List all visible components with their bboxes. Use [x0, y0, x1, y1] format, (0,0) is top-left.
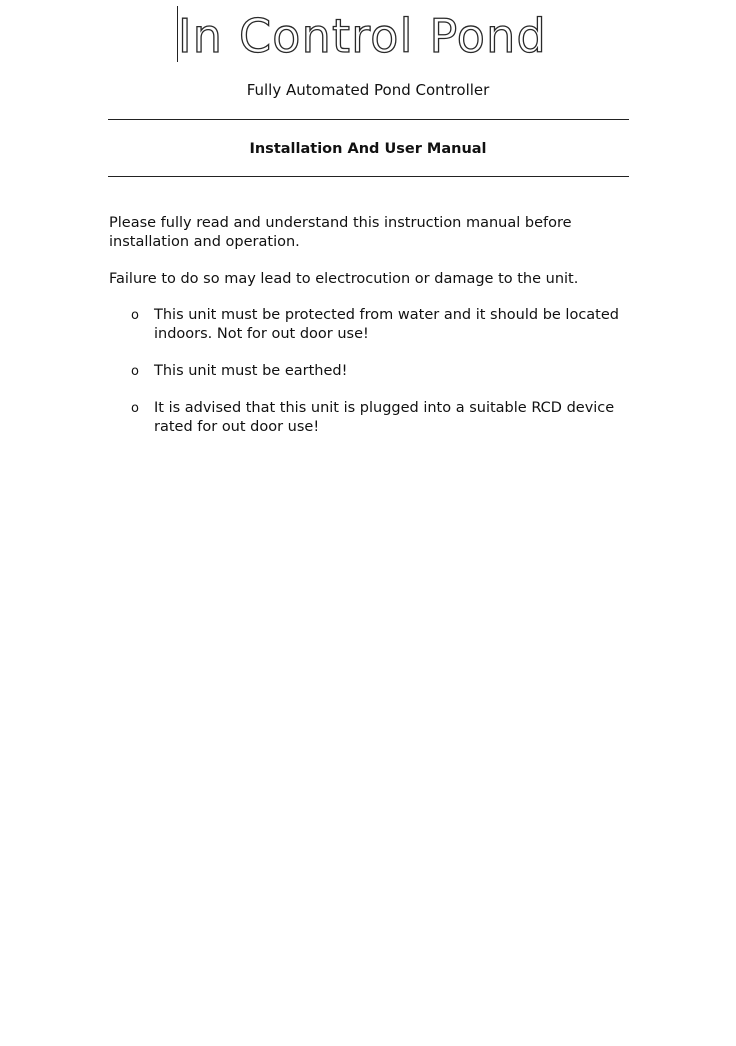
- warning-paragraph: Failure to do so may lead to electrocution or damage to the unit.: [109, 271, 579, 287]
- list-item: [109, 306, 629, 344]
- brand-header: [0, 0, 736, 66]
- bullet-marker: o: [131, 308, 139, 323]
- list-item: [109, 362, 629, 381]
- list-item-text: This unit must be protected from water and it should be located indoors. Not for out door use!: [154, 307, 619, 342]
- bullet-marker: o: [131, 401, 139, 416]
- intro-paragraph: Please fully read and understand this instruction manual before installation and operation.: [109, 215, 572, 250]
- bullet-marker: o: [131, 364, 139, 379]
- list-item: [109, 399, 629, 437]
- brand-title: In Control Pond: [178, 9, 547, 63]
- subtitle: Fully Automated Pond Controller: [246, 81, 490, 99]
- safety-list: [109, 306, 629, 455]
- list-item-text: This unit must be earthed!: [154, 363, 348, 379]
- list-item-text: It is advised that this unit is plugged into a suitable RCD device rated for out door use!: [154, 400, 615, 435]
- top-divider: [108, 119, 629, 120]
- bottom-divider: [108, 176, 629, 177]
- manual-title: Installation And User Manual: [249, 141, 487, 157]
